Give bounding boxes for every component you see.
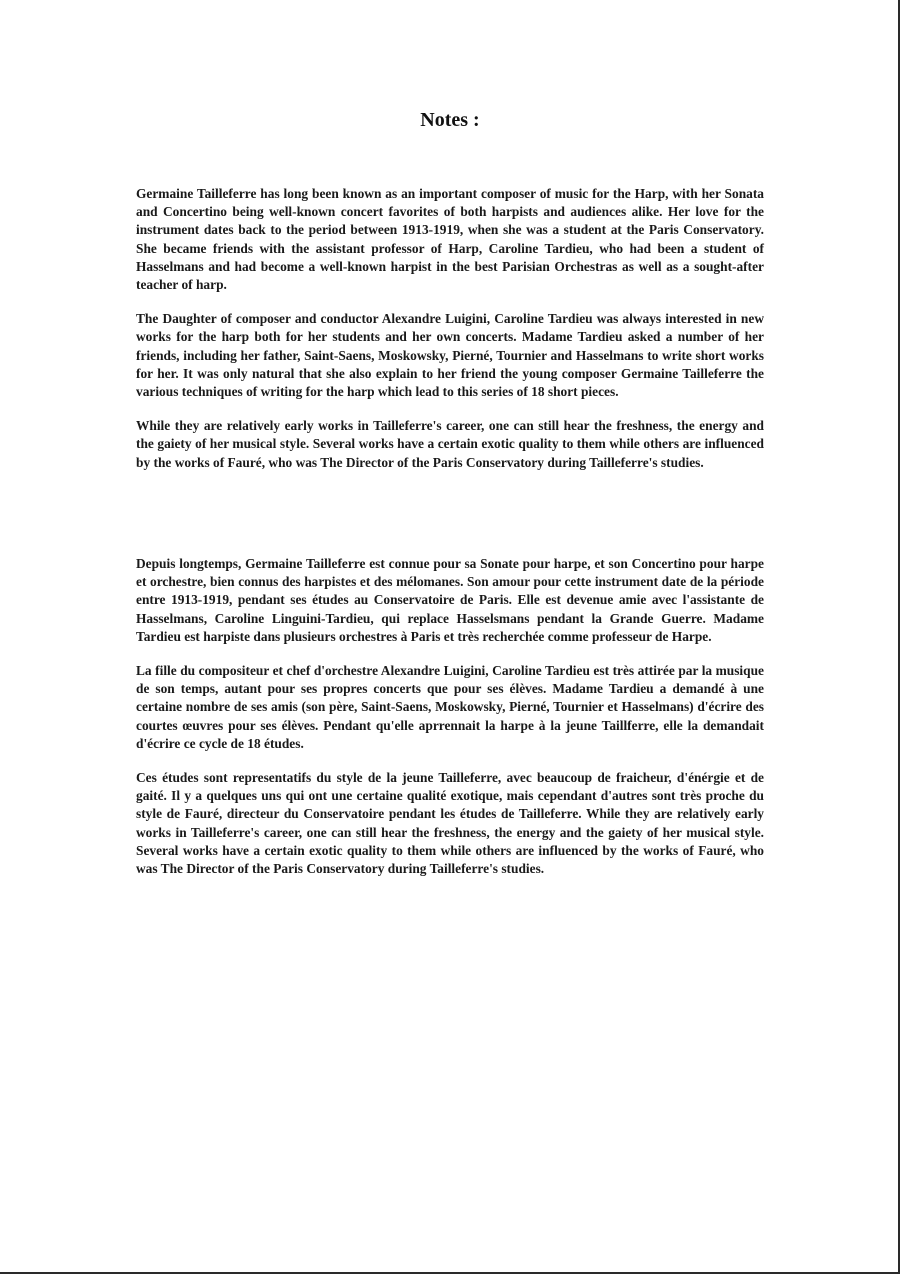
- english-paragraph-2: The Daughter of composer and conductor Alexandre Luigini, Caroline Tardieu was always interested in new works for the harp both for her students and her own concerts. Madame Tardieu asked a number of her friends, including her father, Saint-Saens, Moskowsky, Pierné, Tournier and Hasselmans to write short works for her. It was only natural that she also explain to her friend the young composer Germaine Tailleferre the various techniques of writing for the harp which lead to this series of 18 short pieces.: [136, 311, 764, 400]
- english-notes: [136, 185, 764, 472]
- french-paragraph-3: Ces études sont representatifs du style de la jeune Tailleferre, avec beaucoup de fraicheur, d'énérgie et de gaité. Il y a quelques uns qui ont une certaine qualité exotique, mais cependant d'autres sont très proche du style de Fauré, directeur du Conservatoire pendant les études de Tailleferre. While they are relatively early works in Tailleferre's career, one can still hear the freshness, the energy and the gaiety of her musical style. Several works have a certain exotic quality to them while others are influenced by the works of Fauré, who was The Director of the Paris Conservatory during Tailleferre's studies.: [136, 770, 764, 877]
- french-notes: [136, 555, 764, 878]
- french-paragraph-1: Depuis longtemps, Germaine Tailleferre est connue pour sa Sonate pour harpe, et son Concertino pour harpe et orchestre, bien connus des harpistes et des mélomanes. Son amour pour cette instrument date de la période entre 1913-1919, pendant ses études au Conservatoire de Paris. Elle est devenue amie avec l'assistante de Hasselmans, Caroline Linguini-Tardieu, qui replace Hasselsmans pendant la Grande Guerre. Madame Tardieu est harpiste dans plusieurs orchestres à Paris et très recherchée comme professeur de Harpe.: [136, 556, 764, 644]
- english-paragraph-3: While they are relatively early works in Tailleferre's career, one can still hear the freshness, the energy and the gaiety of her musical style. Several works have a certain exotic quality to them while others are influenced by the works of Fauré, who was The Director of the Paris Conservatory during Tailleferre's studies.: [136, 418, 764, 470]
- page-title: Notes :: [420, 109, 480, 131]
- english-paragraph-1: Germaine Tailleferre has long been known as an important composer of music for the Harp, with her Sonata and Concertino being well-known concert favorites of both harpists and audiences alike. Her love for the instrument dates back to the period between 1913-1919, when she was a student at the Paris Conservatory. She became friends with the assistant professor of Harp, Caroline Tardieu, who had been a student of Hasselmans and had become a well-known harpist in the best Parisian Orchestras as well as a sought-after teacher of harp.: [136, 186, 764, 293]
- french-paragraph-2: La fille du compositeur et chef d'orchestre Alexandre Luigini, Caroline Tardieu est très attirée par la musique de son temps, autant pour ses propres concerts que pour ses élèves. Madame Tardieu a demandé à une certaine nombre de ses amis (son père, Saint-Saens, Moskowsky, Pierné, Tournier et Hasselmans) d'écrire des courtes œuvres pour ses élèves. Pendant qu'elle aprrennait la harpe à la jeune Taillferre, elle la demandait d'écrire ce cycle de 18 études.: [136, 663, 764, 751]
